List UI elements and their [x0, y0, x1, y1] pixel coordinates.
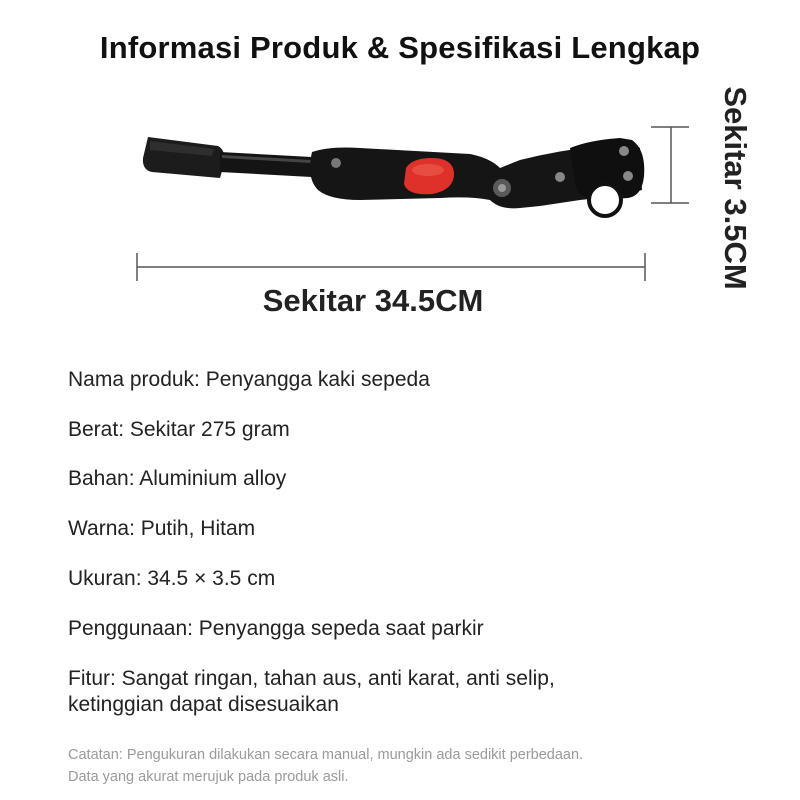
- spec-line: Penggunaan: Penyangga sepeda saat parkir: [68, 617, 484, 640]
- spec-item-features: [68, 666, 748, 718]
- height-dimension-line: [651, 127, 689, 203]
- spec-line: Fitur: Sangat ringan, tahan aus, anti karat, anti selip,: [68, 667, 555, 690]
- spec-item-name: [68, 367, 748, 393]
- spec-item-usage: [68, 616, 748, 642]
- bolt-3: [555, 172, 565, 182]
- spec-item-color: [68, 516, 748, 542]
- spec-item-weight: [68, 417, 748, 443]
- bolt-5: [623, 171, 633, 181]
- spec-item-material: [68, 466, 748, 492]
- bolt-4: [619, 146, 629, 156]
- spec-line: Warna: Putih, Hitam: [68, 517, 256, 540]
- bolt-1: [331, 158, 341, 168]
- note-line: Data yang akurat merujuk pada produk asli.: [68, 769, 349, 785]
- spec-line: ketinggian dapat disesuaikan: [68, 693, 339, 716]
- spec-line: Berat: Sekitar 275 gram: [68, 418, 290, 441]
- page-title: Informasi Produk & Spesifikasi Lengkap: [99, 30, 701, 65]
- measurement-note: [68, 744, 768, 788]
- spec-line: Bahan: Aluminium alloy: [68, 467, 287, 490]
- note-line: Catatan: Pengukuran dilakukan secara manual, mungkin ada sedikit perbedaan.: [68, 747, 584, 763]
- length-dimension-line: [137, 253, 645, 281]
- spec-line: Nama produk: Penyangga kaki sepeda: [68, 368, 430, 391]
- kickstand-image: [143, 137, 644, 216]
- spec-line: Ukuran: 34.5 × 3.5 cm: [68, 567, 276, 590]
- spec-item-size: [68, 566, 748, 592]
- height-dimension-label: Sekitar 3.5CM: [718, 86, 753, 290]
- length-dimension-label: Sekitar 34.5CM: [262, 283, 484, 318]
